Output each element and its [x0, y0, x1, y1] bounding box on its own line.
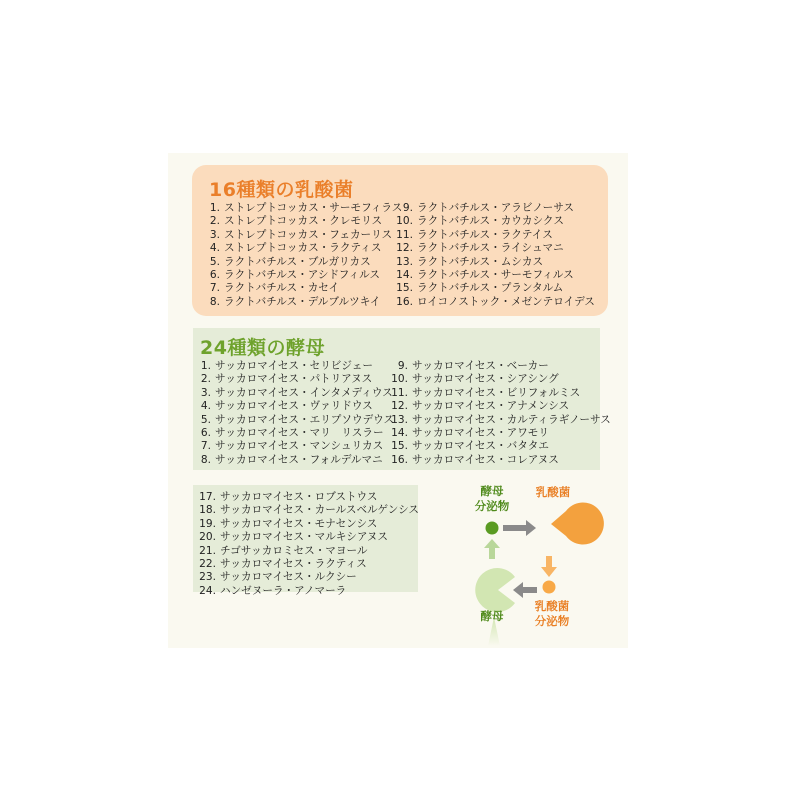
list-item-number: 16. [391, 453, 408, 466]
list-item-number: 15. [396, 282, 413, 295]
list-item-number: 3. [209, 228, 220, 241]
list-item [196, 360, 394, 373]
list-item [196, 558, 419, 571]
list-item-number: 7. [209, 282, 220, 295]
list-item-number: 2. [209, 215, 220, 228]
symbiosis-diagram [430, 476, 610, 646]
yeast-secretion-label [473, 484, 511, 514]
list-item-name: サッカロマイセス・コレアヌス [412, 453, 559, 466]
list-item-number: 13. [396, 255, 413, 268]
list-item-name: ラクトバチルス・カウカシクス [417, 215, 564, 228]
bacteria-secretion-label-line2: 分泌物 [534, 614, 570, 628]
list-item [196, 454, 394, 467]
lactic-bacteria-label: 乳酸菌 [535, 485, 571, 499]
list-item [390, 360, 611, 373]
list-item [390, 373, 611, 386]
list-item-name: ラクトバチルス・サーモフィルス [417, 268, 574, 281]
list-item-number: 10. [391, 373, 408, 386]
list-item [196, 387, 394, 400]
list-item-number: 3. [200, 386, 211, 399]
yeast-label: 酵母 [480, 609, 504, 623]
list-item-name: ラクトバチルス・プランタルム [417, 282, 564, 295]
list-item-name: ストレプトコッカス・ラクティス [224, 242, 382, 255]
list-item-name: サッカロマイセス・インタメディウス [215, 386, 393, 399]
list-item [206, 215, 402, 228]
list-item [395, 269, 595, 282]
lactic-bacteria-list-right [395, 202, 595, 309]
yeast-icon [475, 568, 515, 612]
list-item-name: サッカロマイセス・ロブストウス [220, 491, 378, 503]
yeast-secretion-dot [486, 522, 499, 535]
lactic-bacteria-title: 16種類の乳酸菌 [209, 179, 354, 201]
list-item-number: 11. [396, 228, 413, 241]
list-item-name: ストレプトコッカス・サーモフィラス [224, 202, 403, 214]
list-item-name: サッカロマイセス・ルクシー [220, 571, 357, 584]
list-item-number: 4. [200, 400, 211, 413]
list-item-name: ハンゼヌーラ・アノマーラ [220, 584, 347, 597]
list-item-number: 20. [199, 531, 216, 544]
list-item-number: 4. [209, 242, 220, 255]
list-item-number: 5. [200, 413, 211, 426]
list-item-number: 9. [402, 202, 413, 214]
list-item [395, 229, 595, 242]
yeast-secretion-label-line1: 酵母 [480, 484, 504, 498]
list-item-number: 10. [396, 215, 413, 228]
list-item-name: サッカロマイセス・マルキシアヌス [220, 531, 388, 544]
list-item [395, 256, 595, 269]
list-item-number: 12. [391, 400, 408, 413]
list-item-name: ラクトバチルス・ライシュマニ [417, 242, 564, 255]
list-item-name: サッカロマイセス・ビリフォルミス [412, 386, 581, 399]
arrow-to-bacteria [503, 520, 536, 536]
list-item-number: 23. [199, 571, 216, 584]
list-item-name: サッカロマイセス・シアシング [412, 373, 559, 386]
yeast-secretion-label-line2: 分泌物 [474, 499, 510, 513]
list-item-name: ラクトバチルス・デルブルツキイ [224, 295, 381, 308]
list-item-name: サッカロマイセス・フォルデルマニ [215, 453, 383, 466]
yeast-list-right [390, 360, 611, 467]
list-item-number: 6. [200, 426, 211, 439]
list-item-number: 22. [199, 557, 216, 570]
list-item-name: サッカロマイセス・カールスベルゲンシス [220, 504, 420, 517]
list-item [196, 440, 394, 453]
yeast-list-bottom [196, 491, 419, 598]
list-item [196, 414, 394, 427]
list-item-name: ラクトバチルス・カセイ [224, 282, 340, 295]
list-item-number: 2. [200, 373, 211, 386]
bacteria-secretion-dot [543, 581, 556, 594]
lactic-bacteria-icon [551, 503, 604, 545]
list-item-name: ラクトバチルス・アシドフィルス [224, 268, 380, 281]
symbiosis-diagram-graphic [430, 476, 610, 646]
list-item-name: サッカロマイセス・ラクティス [220, 557, 367, 570]
list-item-name: サッカロマイセス・ベーカー [412, 360, 549, 372]
list-item [390, 387, 611, 400]
list-item [196, 585, 419, 598]
yeast-panel [193, 328, 611, 470]
list-item-number: 5. [209, 255, 220, 268]
list-item-name: サッカロマイセス・モナセンシス [220, 517, 378, 530]
list-item-number: 16. [396, 295, 413, 308]
list-item [206, 269, 402, 282]
list-item-name: ラクトバチルス・アラビノーサス [417, 202, 574, 214]
list-item [390, 414, 611, 427]
list-item [196, 373, 394, 386]
list-item [206, 296, 402, 309]
list-item [196, 504, 419, 517]
list-item [206, 202, 402, 215]
list-item-number: 1. [200, 360, 211, 372]
yeast-title: 24種類の酵母 [200, 337, 325, 359]
list-item-number: 6. [209, 268, 220, 281]
list-item [206, 256, 402, 269]
list-item-number: 8. [200, 453, 211, 466]
list-item [390, 400, 611, 413]
list-item-name: ラクトバチルス・ムシカス [417, 255, 544, 268]
list-item [390, 427, 611, 440]
list-item-number: 18. [199, 504, 216, 517]
list-item-name: サッカロマイセス・マリ リスラー [215, 426, 384, 439]
list-item-number: 8. [209, 295, 220, 308]
list-item-name: サッカロマイセス・エリプソウデウス [215, 413, 395, 426]
list-item-name: サッカロマイセス・バタタエ [412, 440, 549, 453]
list-item [196, 545, 419, 558]
list-item [395, 215, 595, 228]
list-item-number: 21. [199, 544, 216, 557]
list-item [206, 242, 402, 255]
list-item-name: ストレプトコッカス・クレモリス [224, 215, 383, 228]
yeast-list-left [196, 360, 394, 467]
list-item [390, 454, 611, 467]
list-item-number: 13. [391, 413, 408, 426]
list-item [206, 282, 402, 295]
list-item-number: 1. [209, 202, 220, 214]
list-item [395, 202, 595, 215]
list-item-name: ストレプトコッカス・フェカーリス [224, 228, 393, 241]
list-item-name: サッカロマイセス・アワモリ [412, 426, 549, 439]
list-item-number: 11. [391, 386, 408, 399]
list-item [395, 296, 595, 309]
list-item-number: 14. [396, 268, 413, 281]
list-item-name: サッカロマイセス・アナメンシス [412, 400, 570, 413]
list-item-number: 17. [199, 491, 216, 503]
list-item [196, 491, 419, 504]
list-item-name: ロイコノストック・メゼンテロイデス [417, 295, 595, 308]
list-item-name: チゴサッカロミセス・マヨール [220, 544, 368, 557]
bacteria-secretion-label-line1: 乳酸菌 [534, 599, 570, 613]
list-item-number: 7. [200, 440, 211, 453]
list-item [196, 427, 394, 440]
lactic-bacteria-list-left [206, 202, 402, 309]
list-item-number: 12. [396, 242, 413, 255]
yeast-panel-continued [193, 485, 420, 597]
bacteria-secretion-label [527, 599, 577, 629]
list-item-name: ラクトバチルス・ラクテイス [417, 228, 553, 241]
list-item [196, 518, 419, 531]
list-item [196, 571, 419, 584]
list-item-number: 14. [391, 426, 408, 439]
arrow-to-bacteria-secretion [541, 556, 557, 577]
list-item [196, 400, 394, 413]
list-item-number: 19. [199, 517, 216, 530]
list-item-name: サッカロマイセス・カルティラギノーサス [412, 413, 611, 426]
list-item-name: サッカロマイセス・ヴァリドウス [215, 400, 373, 413]
lactic-bacteria-panel [192, 165, 608, 316]
list-item [395, 282, 595, 295]
list-item-name: サッカロマイセス・セリビジェー [215, 360, 373, 372]
list-item-name: サッカロマイセス・マンシュリカス [215, 440, 384, 453]
arrow-to-yeast [513, 582, 537, 598]
list-item-name: ラクトバチルス・ブルガリカス [224, 255, 371, 268]
list-item [390, 440, 611, 453]
list-item [395, 242, 595, 255]
list-item [196, 531, 419, 544]
list-item [206, 229, 402, 242]
list-item-number: 15. [391, 440, 408, 453]
list-item-name: サッカロマイセス・パトリアヌス [215, 373, 373, 386]
arrow-to-yeast-secretion [484, 539, 500, 559]
list-item-number: 9. [397, 360, 408, 372]
list-item-number: 24. [199, 584, 216, 597]
